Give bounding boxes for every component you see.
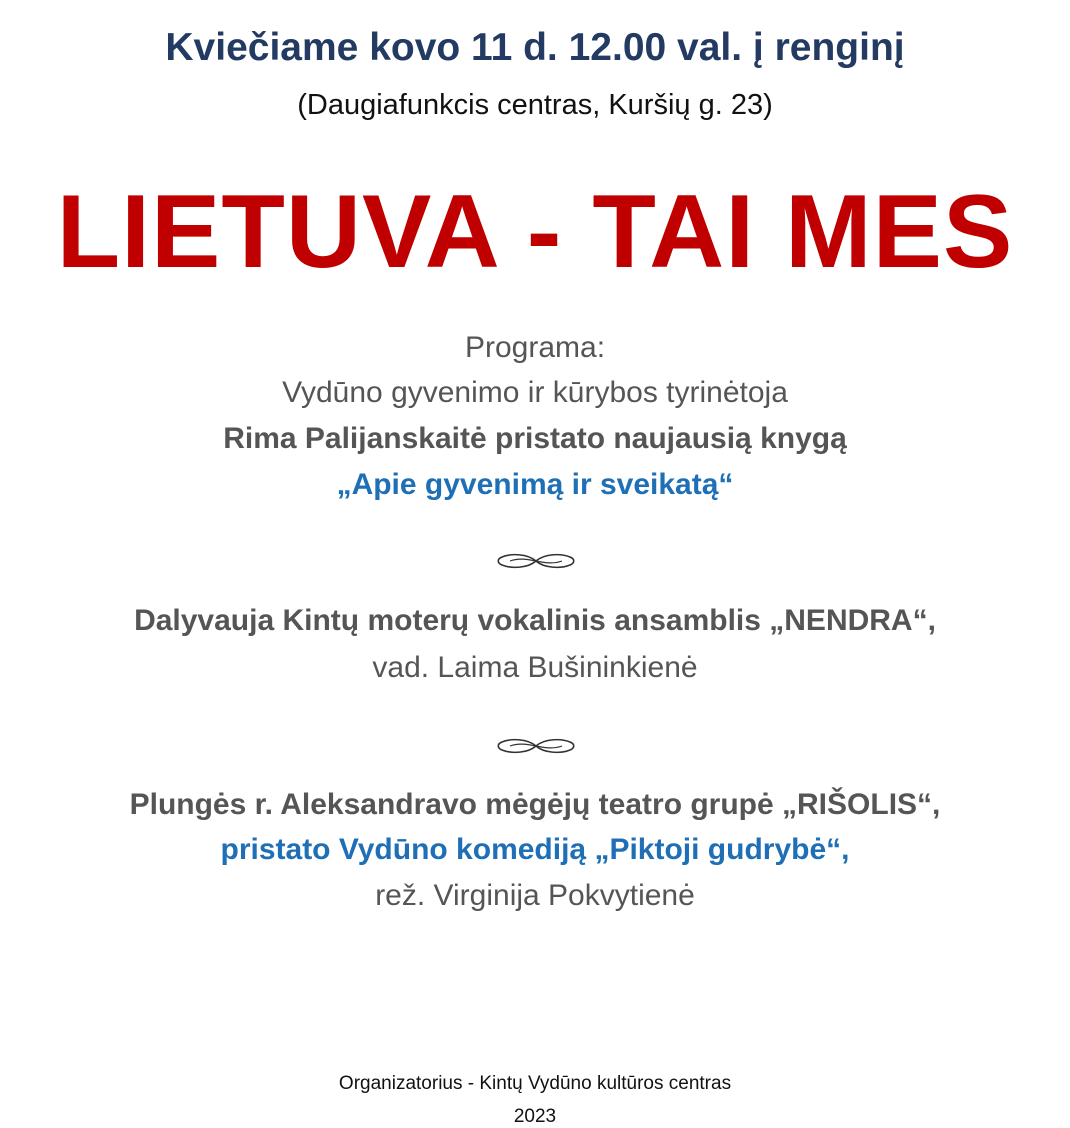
ornament-divider-icon: [496, 553, 576, 569]
invitation-line: Kviečiame kovo 11 d. 12.00 val. į renginį: [165, 26, 905, 69]
ensemble-line: Dalyvauja Kintų moterų vokalinis ansamblis „NENDRA“,: [134, 604, 936, 637]
event-title: LIETUVA - TAI MES: [56, 174, 1014, 290]
organizer-line: Organizatorius - Kintų Vydūno kultūros centras: [338, 1073, 732, 1094]
theatre-line: Plungės r. Aleksandravo mėgėjų teatro grupė „RIŠOLIS“,: [129, 788, 941, 821]
program-heading: Programa:: [464, 331, 606, 364]
ornament-divider-icon: [496, 738, 576, 754]
ensemble-director: vad. Laima Bušininkienė: [372, 651, 698, 684]
year-line: 2023: [513, 1106, 557, 1127]
theatre-director: rež. Virginija Pokvytienė: [375, 879, 695, 912]
comedy-line: pristato Vydūno komediją „Piktoji gudrybė“,: [220, 833, 850, 866]
book-title: „Apie gyvenimą ir sveikatą“: [336, 468, 734, 501]
presenter-line: Rima Palijanskaitė pristato naujausią knygą: [223, 422, 847, 455]
venue-line: (Daugiafunkcis centras, Kuršių g. 23): [297, 89, 773, 121]
researcher-line: Vydūno gyvenimo ir kūrybos tyrinėtoja: [282, 376, 788, 409]
